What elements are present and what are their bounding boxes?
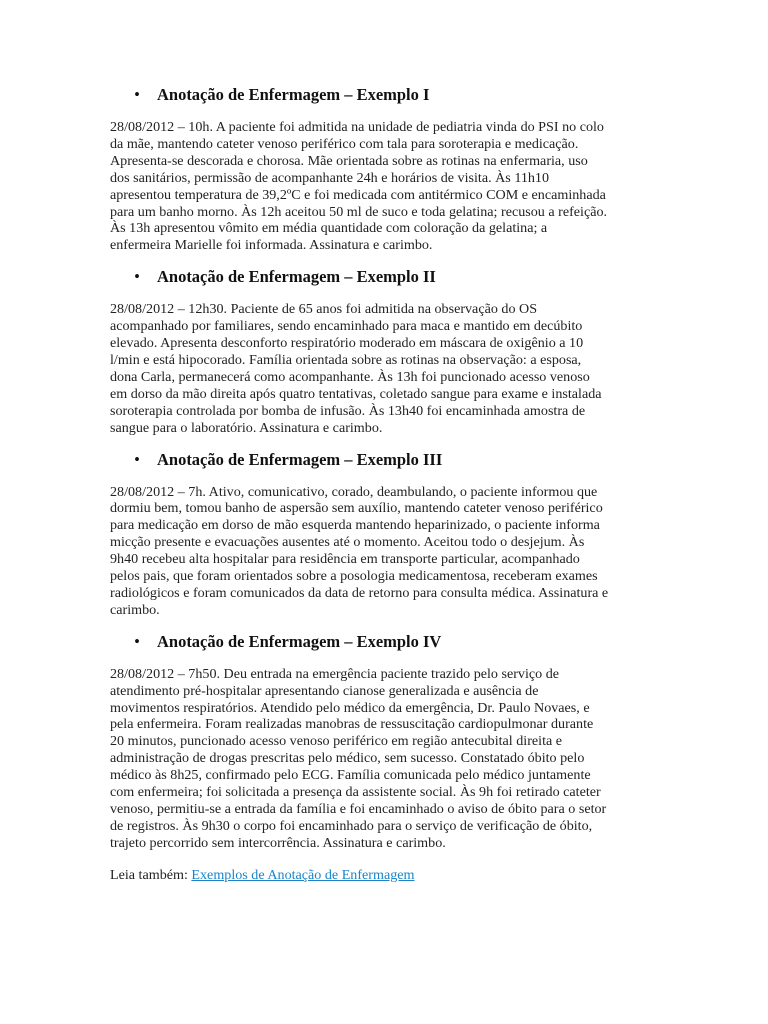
bullet-icon: • (134, 267, 140, 287)
section-2 (110, 265, 662, 436)
nursing-note-paragraph: 28/08/2012 – 12h30. Paciente de 65 anos foi admitida na observação do OS acompanhado por familiares, sendo encaminhado para maca e mantido em decúbito elevado. Apresenta desconforto respiratório moderado em máscara de oxigênio a 10 l/min e está hipocorado. Família orientada sobre as rotinas na observação: a esposa, dona Carla, permanecerá como acompanhante. Às 13h foi puncionado acesso venoso em dorso da mão direita após quatro tentativas, coletado sangue para exame e instalada soroterapia controlada por bomba de infusão. Às 13h40 foi encaminhada amostra de sangue para o laboratório. Assinatura e carimbo. (110, 301, 602, 436)
section-4 (110, 630, 662, 852)
see-also-line (110, 863, 662, 887)
see-also-prefix: Leia também: (110, 866, 188, 883)
section-3 (110, 448, 662, 619)
nursing-note-paragraph: 28/08/2012 – 7h50. Deu entrada na emergência paciente trazido pelo serviço de atendimento pré-hospitalar apresentando cianose generalizada e ausência de movimentos respiratórios. Atendido pelo médico da emergência, Dr. Paulo Novaes, e pela enfermeira. Foram realizadas manobras de ressuscitação cardiopulmonar durante 20 minutos, puncionado acesso venoso periférico em região antecubital direita e administração de drogas prescritas pelo médico, sem sucesso. Constatado óbito pelo médico às 8h25, confirmado pelo ECG. Família comunicada pelo médico juntamente com enfermeira; foi solicitada a presença da assistente social. Às 9h foi retirado cateter venoso, permitiu-se a entrada da família e foi encaminhado o aviso de óbito para o setor de registros. Às 9h30 o corpo foi encaminhado para o serviço de verificação de óbito, trajeto percorrido sem intercorrência. Assinatura e carimbo. (110, 665, 607, 851)
section-heading (110, 265, 662, 289)
see-also-link[interactable]: Exemplos de Anotação de Enfermagem (191, 866, 415, 883)
section-1 (110, 83, 662, 254)
section-heading (110, 83, 662, 107)
nursing-note-paragraph: 28/08/2012 – 10h. A paciente foi admitida na unidade de pediatria vinda do PSI no colo da mãe, mantendo cateter venoso periférico com tala para soroterapia e medicação. Apresenta-se descorada e chorosa. Mãe orientada sobre as rotinas na enfermaria, uso dos sanitários, permissão de acompanhante 24h e horários de visita. Às 11h10 apresentou temperatura de 39,2ºC e foi medicada com antitérmico COM e encaminhada para um banho morno. Às 12h aceitou 50 ml de suco e toda gelatina; recusou a refeição. Às 13h apresentou vômito em média quantidade com coloração da gelatina; a enfermeira Marielle foi informada. Assinatura e carimbo. (110, 119, 608, 254)
nursing-note-paragraph: 28/08/2012 – 7h. Ativo, comunicativo, corado, deambulando, o paciente informou que dormiu bem, tomou banho de aspersão sem auxílio, mantendo cateter venoso periférico para medicação em dorso de mão esquerda mantendo heparinizado, o paciente informa micção presente e evacuações ausentes até o momento. Aceitou todo o desjejum. Às 9h40 recebeu alta hospitalar para residência em transporte particular, acompanhado pelos pais, que foram orientados sobre a posologia medicamentosa, receberam exames radiológicos e foram comunicados da data de retorno para consulta médica. Assinatura e carimbo. (110, 483, 609, 618)
section-heading-text: Anotação de Enfermagem – Exemplo IV (157, 631, 442, 651)
section-heading (110, 448, 662, 472)
section-heading (110, 630, 662, 654)
section-heading-text: Anotação de Enfermagem – Exemplo III (157, 449, 443, 469)
section-heading-text: Anotação de Enfermagem – Exemplo II (157, 267, 436, 287)
section-heading-text: Anotação de Enfermagem – Exemplo I (157, 85, 430, 104)
bullet-icon: • (134, 85, 140, 104)
bullet-icon: • (134, 631, 140, 651)
document-page (110, 83, 662, 887)
bullet-icon: • (134, 449, 140, 469)
